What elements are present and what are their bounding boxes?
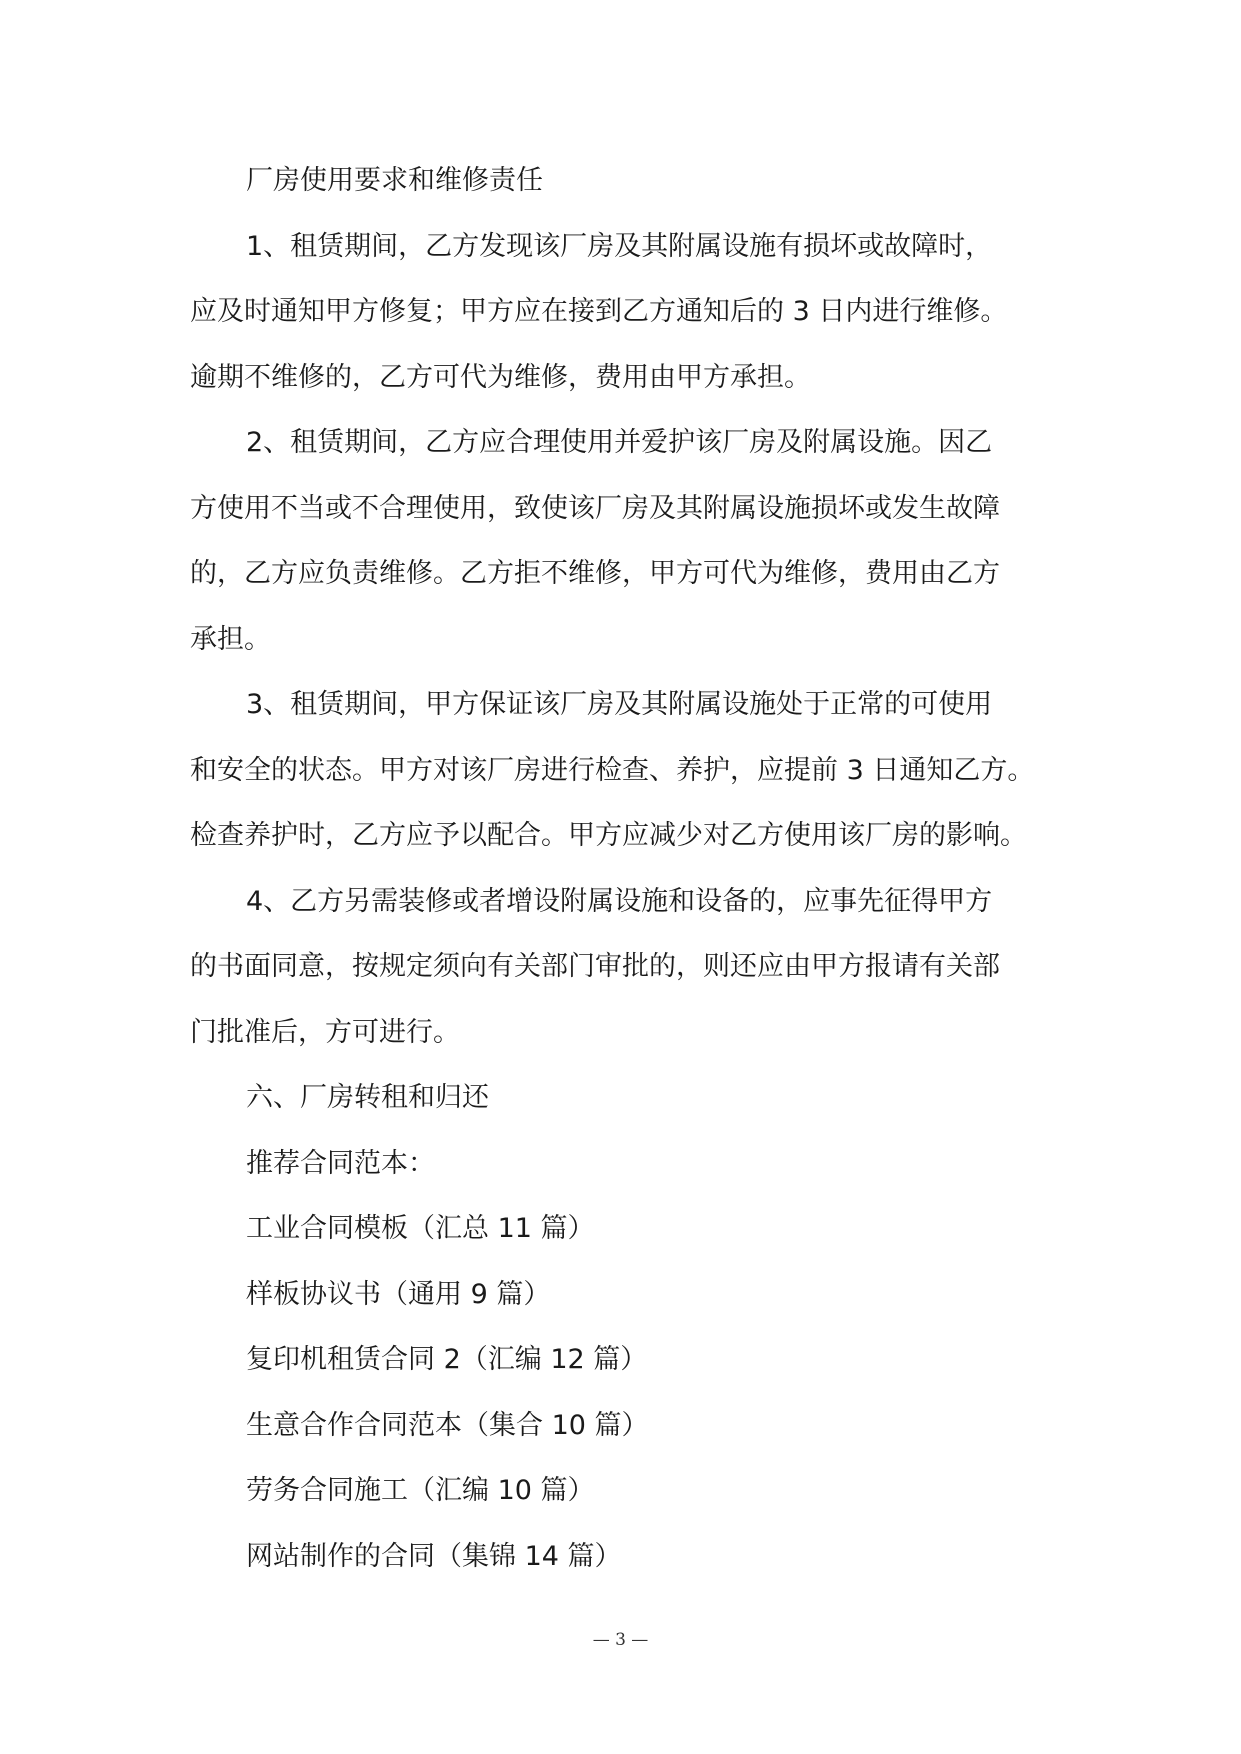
recommend-item: 网站制作的合同（集锦 14 篇）: [246, 1540, 622, 1572]
recommend-item: 生意合作合同范本（集合 10 篇）: [246, 1409, 649, 1441]
recommend-item: 样板协议书（通用 9 篇）: [246, 1278, 551, 1310]
paragraph-line: 4、乙方另需装修或者增设附属设施和设备的，应事先征得甲方: [246, 885, 993, 917]
paragraph-line: 方使用不当或不合理使用，致使该厂房及其附属设施损坏或发生故障: [190, 492, 1000, 524]
paragraph-line: 逾期不维修的，乙方可代为维修，费用由甲方承担。: [190, 361, 811, 393]
paragraph-line: 1、租赁期间，乙方发现该厂房及其附属设施有损坏或故障时，: [246, 230, 993, 262]
document-body: [190, 148, 1060, 1589]
recommend-item: 复印机租赁合同 2（汇编 12 篇）: [246, 1344, 648, 1375]
recommend-heading: 推荐合同范本：: [246, 1147, 435, 1179]
paragraph-line: 的，乙方应负责维修。乙方拒不维修，甲方可代为维修，费用由乙方: [190, 558, 1000, 589]
paragraph-line: 2、租赁期间，乙方应合理使用并爱护该厂房及附属设施。因乙: [246, 427, 993, 458]
paragraph-line: 的书面同意，按规定须向有关部门审批的，则还应由甲方报请有关部: [190, 951, 1000, 982]
section-heading: 六、厂房转租和归还: [246, 1082, 489, 1113]
paragraph-line: 应及时通知甲方修复；甲方应在接到乙方通知后的 3 日内进行维修。: [190, 296, 1008, 327]
paragraph-line: 检查养护时，乙方应予以配合。甲方应减少对乙方使用该厂房的影响。: [190, 820, 1027, 851]
section-heading: 厂房使用要求和维修责任: [246, 165, 543, 196]
paragraph-line: 3、租赁期间，甲方保证该厂房及其附属设施处于正常的可使用: [246, 689, 993, 720]
recommend-item: 劳务合同施工（汇编 10 篇）: [246, 1475, 595, 1506]
paragraph-line: 和安全的状态。甲方对该厂房进行检查、养护，应提前 3 日通知乙方。: [190, 754, 1035, 786]
recommend-item: 工业合同模板（汇总 11 篇）: [246, 1213, 595, 1244]
paragraph-line: 门批准后，方可进行。: [190, 1016, 460, 1048]
page-number: — 3 —: [592, 1630, 649, 1650]
paragraph-line: 承担。: [190, 623, 271, 655]
